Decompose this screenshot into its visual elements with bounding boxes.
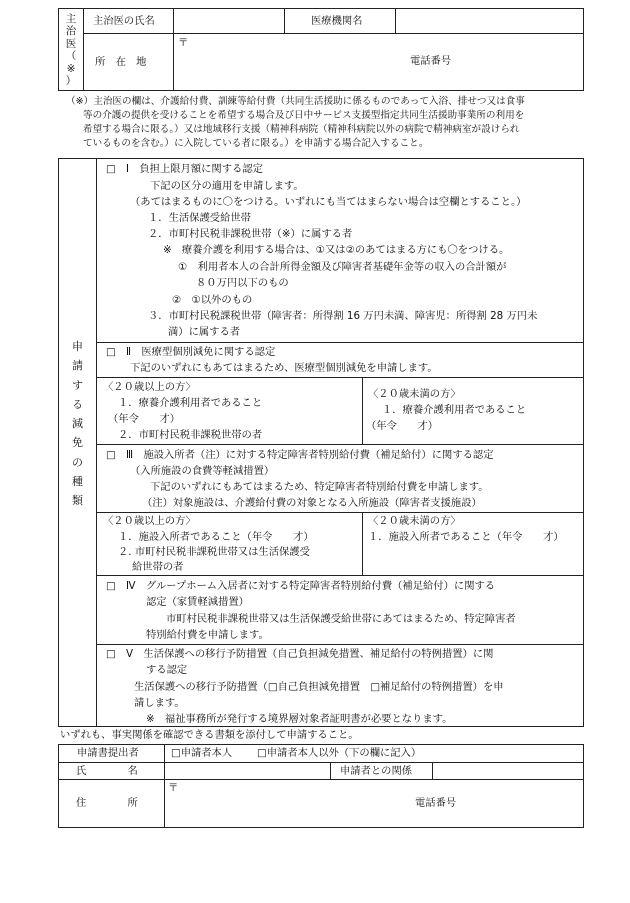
- sec4-sub: 認定（家賃軽減措置）: [146, 596, 249, 608]
- doctor-name-label: 主治医の氏名: [93, 15, 155, 27]
- reduction-side-label: 申 請 す る 減 免 の 種 類: [72, 340, 83, 507]
- sec3-adult-head: 〈２０歳以上の方〉: [103, 515, 196, 527]
- relation-label: 申請者との関係: [340, 765, 413, 777]
- sec2-title[interactable]: □ Ⅱ 医療型個別減免に関する認定: [106, 346, 276, 358]
- sec2-adult-age: （年令 才）: [108, 413, 181, 425]
- applicant-name-field[interactable]: [166, 763, 329, 779]
- doctor-address-field[interactable]: [175, 35, 583, 90]
- sec5-title[interactable]: □ Ⅴ 生活保護への移行予防措置（自己負担減免措置、補足給付の特例措置）に関: [106, 648, 494, 660]
- sec1-line: ② ①以外のもの: [172, 294, 253, 306]
- sec1-title[interactable]: □ Ⅰ 負担上限月額に関する認定: [106, 163, 263, 175]
- sec2-adult-2: ２．市町村民税非課税世帯の者: [118, 429, 263, 441]
- doctor-note: （※）主治医の欄は、介護給付費、訓練等給付費（共同生活援助に係るものであって入浴、排せつ又は食事 等の介護の提供を受けることを希望する場合及び日中サービス支援型指定共同生活援助事業所の利用を 希望する場合に限る。）又は地域移行支援（精神科病院（精神科病院以外の病院で精神病室が設けられ ているものを含む。）に入院している者に限る。）を申請する場合記入すること。: [66, 96, 525, 149]
- sec3-adult-2b: 給世帯の者: [132, 561, 184, 573]
- doctor-phone-label: 電話番号: [410, 55, 452, 67]
- sec2-child-1: １．療養介護利用者であること: [382, 404, 527, 416]
- sec3-title[interactable]: □ Ⅲ 施設入所者（注）に対する特定障害者特別給付費（補足給付）に関する認定: [106, 449, 494, 461]
- applicant-address-field[interactable]: [166, 781, 583, 827]
- applicant-name-label: 氏 名: [76, 765, 138, 777]
- sec3-desc: 下記のいずれにもあてはまるため、特定障害者特別給付費を申請します。: [150, 481, 489, 493]
- sec1-line: 満）に属する者: [168, 326, 241, 338]
- sec3-child-1: １．施設入所者であること（年令 才）: [368, 531, 564, 543]
- sec1-line: ３．市町村民税課税世帯（障害者：所得割 16 万円未満、障害児：所得割 28 万円未: [148, 310, 538, 322]
- doctor-side-label: 主 治 医 （ ※ ）: [65, 13, 77, 87]
- doctor-name-field[interactable]: [175, 9, 283, 33]
- sec3-adult-1: １．施設入所者であること（年令 才）: [118, 531, 314, 543]
- sec1-line: ※ 療養介護を利用する場合は、①又は②のあてはまる方にも〇をつける。: [163, 244, 510, 256]
- sec1-line: ２．市町村民税非課税世帯（※）に属する者: [148, 228, 353, 240]
- submitter-label: 申請書提出者: [77, 747, 139, 759]
- sec1-line: １．生活保護受給世帯: [148, 212, 251, 224]
- sec1-line: （あてはまるものに〇をつける。いずれにも当てはまらない場合は空欄とすること。）: [130, 196, 527, 208]
- sec1-line: ８０万円以下のもの: [196, 277, 289, 289]
- applicant-address-label: 住 所: [76, 797, 138, 809]
- sec4-desc2: 特別給付費を申請します。: [146, 629, 269, 641]
- sec2-child-head: 〈２０歳未満の方〉: [368, 388, 461, 400]
- sec3-sub: （入所施設の食費等軽減措置）: [130, 465, 275, 477]
- sec3-child-head: 〈２０歳未満の方〉: [368, 515, 461, 527]
- sec1-line: ① 利用者本人の合計所得金額及び障害者基礎年金等の収入の合計額が: [178, 261, 507, 273]
- sec3-note: （注）対象施設は、介護給付費の対象となる入所施設（障害者支援施設）: [142, 497, 482, 509]
- sec5-desc1: 生活保護への移行予防措置（□自己負担減免措置 □補足給付の特例措置）を申: [134, 681, 504, 693]
- sec5-sub: する認定: [146, 664, 188, 676]
- sec4-title[interactable]: □ Ⅳ グループホーム入居者に対する特定障害者特別給付費（補足給付）に関する: [106, 580, 496, 592]
- sec4-desc1: 市町村民税非課税世帯又は生活保護受給世帯にあてはまるため、特定障害者: [166, 613, 516, 625]
- sec2-child-age: （年令 才）: [366, 420, 439, 432]
- applicant-phone-label: 電話番号: [415, 797, 457, 809]
- sec1-line: 下記の区分の適用を申請します。: [150, 180, 304, 192]
- attach-note: いずれも、事実関係を確認できる書類を添付して申請すること。: [60, 729, 359, 741]
- sec2-col-divider: [362, 377, 363, 445]
- sec5-desc2: 請します。: [134, 697, 185, 709]
- institution-label: 医療機関名: [311, 15, 363, 27]
- relation-field[interactable]: [434, 763, 583, 779]
- doctor-postal-mark: 〒: [178, 37, 189, 49]
- sec2-adult-1: １．療養介護利用者であること: [118, 397, 263, 409]
- sec2-desc: 下記のいずれにもあてはまるため、医療型個別減免を申請します。: [130, 362, 438, 374]
- sec5-note: ※ 福祉事務所が発行する境界層対象者証明書が必要となります。: [146, 713, 453, 725]
- submitter-opt-other[interactable]: □申請者本人以外（下の欄に記入）: [257, 747, 422, 759]
- sec2-adult-head: 〈２０歳以上の方〉: [103, 381, 196, 393]
- doctor-address-label: 所 在 地: [95, 56, 147, 68]
- sec3-col-divider: [362, 512, 363, 576]
- submitter-opt-self[interactable]: □申請者本人: [171, 747, 233, 759]
- applicant-postal-mark: 〒: [168, 782, 179, 794]
- institution-field[interactable]: [397, 9, 583, 33]
- sec3-adult-2: ２. 市町村民税非課税世帯又は生活保護受: [118, 546, 310, 558]
